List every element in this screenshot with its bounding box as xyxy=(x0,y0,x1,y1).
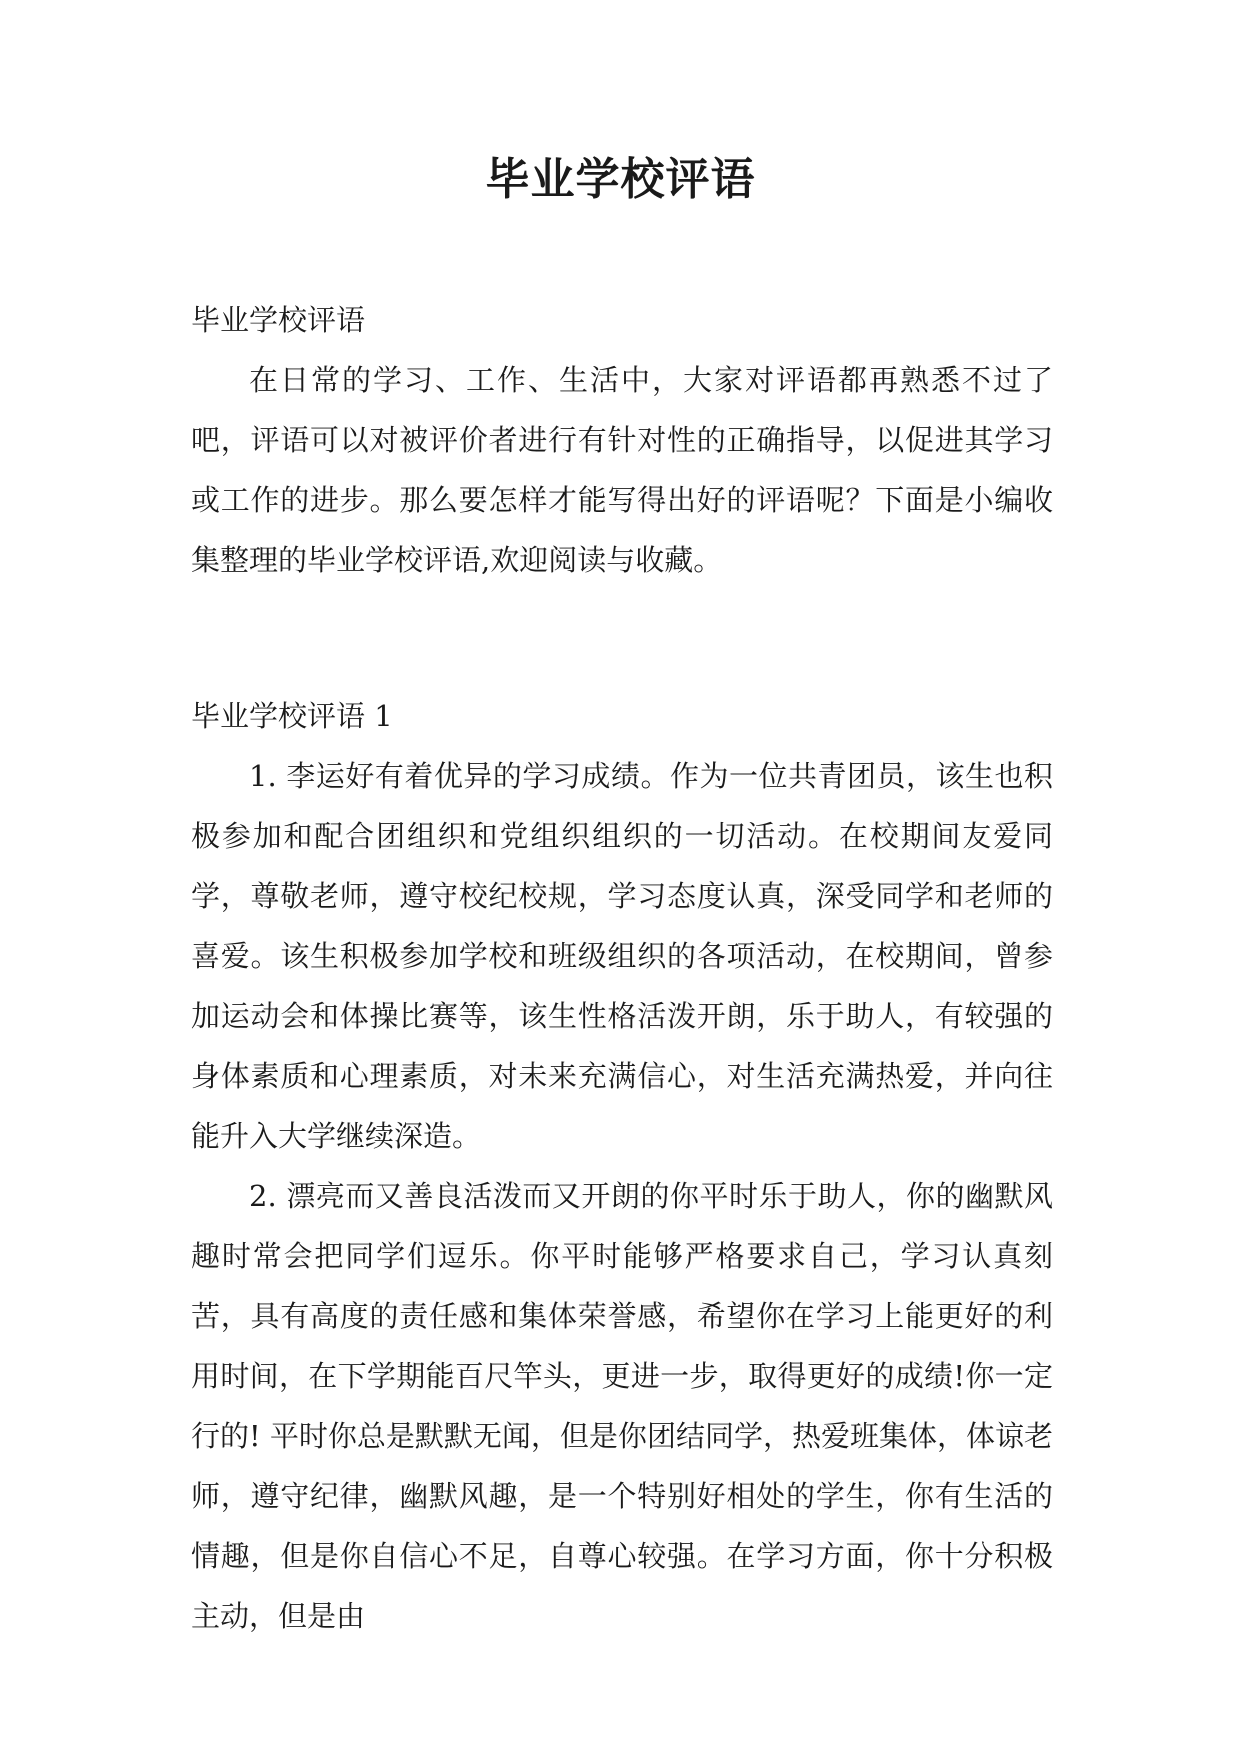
document-body xyxy=(191,290,1053,1646)
document-title: 毕业学校评语 xyxy=(485,154,756,205)
comment-item-2: 2. 漂亮而又善良活泼而又开朗的你平时乐于助人，你的幽默风趣时常会把同学们逗乐。你平时能够严格要求自己，学习认真刻苦，具有高度的责任感和集体荣誉感，希望你在学习上能更好的利用时间，在下学期能百尺竿头，更进一步，取得更好的成绩!你一定行的! 平时你总是默默无闻，但是你团结同学，热爱班集体，体谅老师，遵守纪律，幽默风趣，是一个特别好相处的学生，你有生活的情趣，但是你自信心不足，自尊心较强。在学习方面，你十分积极主动，但是由 xyxy=(191,1179,1053,1633)
comment-item-1: 1. 李运好有着优异的学习成绩。作为一位共青团员，该生也积极参加和配合团组织和党组织组织的一切活动。在校期间友爱同学，尊敬老师，遵守校纪校规，学习态度认真，深受同学和老师的喜爱。该生积极参加学校和班级组织的各项活动，在校期间，曾参加运动会和体操比赛等，该生性格活泼开朗，乐于助人，有较强的身体素质和心理素质，对未来充满信心，对生活充满热爱，并向往能升入大学继续深造。 xyxy=(191,759,1053,1153)
section-spacer xyxy=(191,590,1053,686)
intro-heading: 毕业学校评语 xyxy=(191,303,366,337)
intro-paragraph: 在日常的学习、工作、生活中，大家对评语都再熟悉不过了吧，评语可以对被评价者进行有针对性的正确指导，以促进其学习或工作的进步。那么要怎样才能写得出好的评语呢？下面是小编收集整理的毕业学校评语,欢迎阅读与收藏。 xyxy=(191,363,1053,577)
section-heading: 毕业学校评语 1 xyxy=(191,699,393,733)
